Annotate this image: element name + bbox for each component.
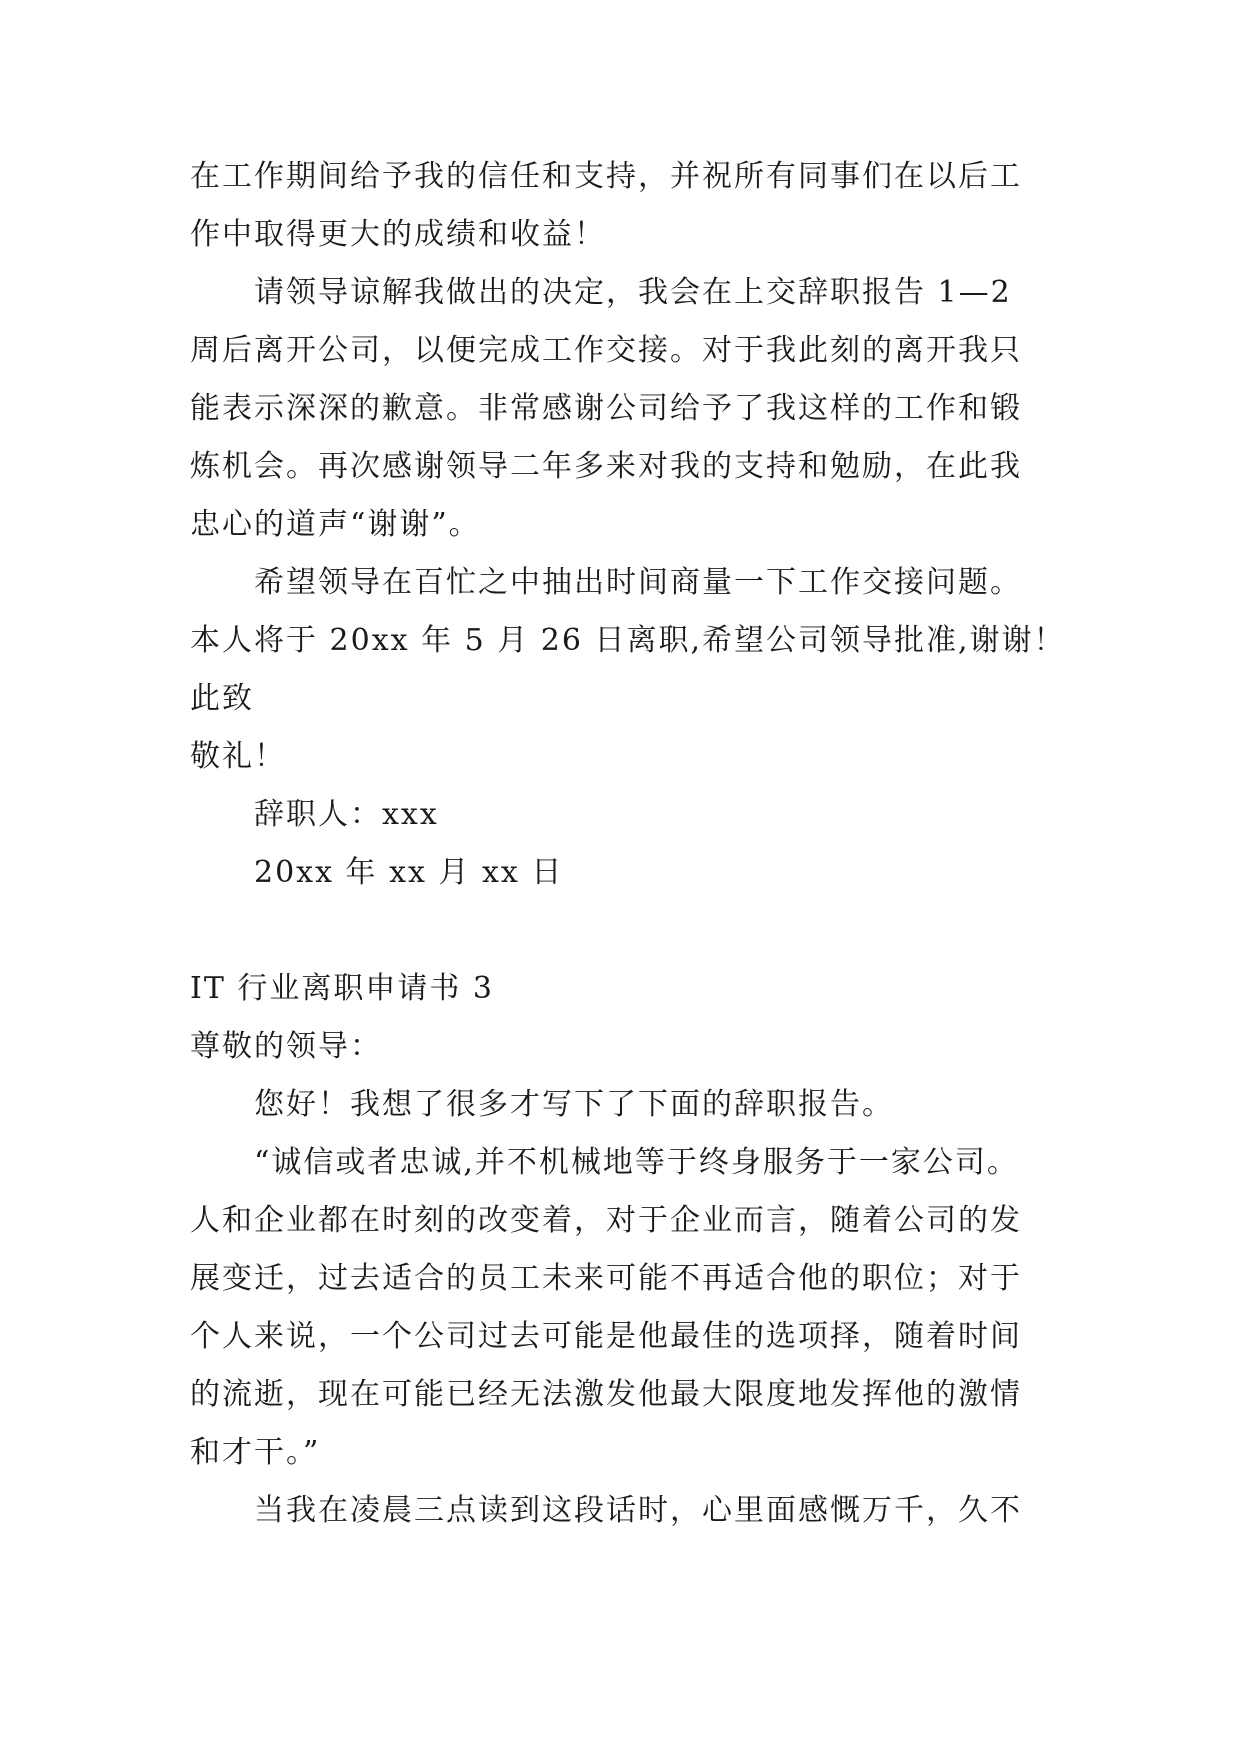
body-line: 的流逝，现在可能已经无法激发他最大限度地发挥他的激情 bbox=[190, 1377, 1022, 1412]
body-line: 在工作期间给予我的信任和支持，并祝所有同事们在以后工 bbox=[190, 159, 1022, 194]
section-gap bbox=[190, 902, 1070, 960]
closing-line: 此致 bbox=[190, 681, 254, 716]
body-line: 请领导谅解我做出的决定，我会在上交辞职报告 1—2 bbox=[254, 275, 1012, 310]
body-line: 作中取得更大的成绩和收益！ bbox=[190, 217, 606, 252]
body-line: 和才干。” bbox=[190, 1435, 321, 1470]
body-line: “诚信或者忠诚,并不机械地等于终身服务于一家公司。 bbox=[254, 1145, 1019, 1180]
body-line: 本人将于 20xx 年 5 月 26 日离职,希望公司领导批准,谢谢！ bbox=[190, 623, 1066, 658]
date-line: 20xx 年 xx 月 xx 日 bbox=[254, 855, 564, 890]
body-line: 人和企业都在时刻的改变着，对于企业而言，随着公司的发 bbox=[190, 1203, 1022, 1238]
body-line: 您好！我想了很多才写下了下面的辞职报告。 bbox=[254, 1087, 894, 1122]
body-line: 当我在凌晨三点读到这段话时，心里面感慨万千，久不 bbox=[254, 1493, 1022, 1528]
signature-line: 辞职人：xxx bbox=[254, 797, 439, 832]
body-line: 展变迁，过去适合的员工未来可能不再适合他的职位；对于 bbox=[190, 1261, 1022, 1296]
body-line: 周后离开公司，以便完成工作交接。对于我此刻的离开我只 bbox=[190, 333, 1022, 368]
salutation-line: 尊敬的领导： bbox=[190, 1029, 382, 1064]
body-line: 希望领导在百忙之中抽出时间商量一下工作交接问题。 bbox=[254, 565, 1022, 600]
body-line: 能表示深深的歉意。非常感谢公司给予了我这样的工作和锻 bbox=[190, 391, 1022, 426]
document-body bbox=[190, 148, 1070, 1540]
body-line: 个人来说，一个公司过去可能是他最佳的选项择，随着时间 bbox=[190, 1319, 1022, 1354]
closing-salutation: 敬礼！ bbox=[190, 739, 286, 774]
body-line: 忠心的道声“谢谢”。 bbox=[190, 507, 481, 542]
section-title: IT 行业离职申请书 3 bbox=[190, 971, 495, 1006]
body-line: 炼机会。再次感谢领导二年多来对我的支持和勉励，在此我 bbox=[190, 449, 1022, 484]
